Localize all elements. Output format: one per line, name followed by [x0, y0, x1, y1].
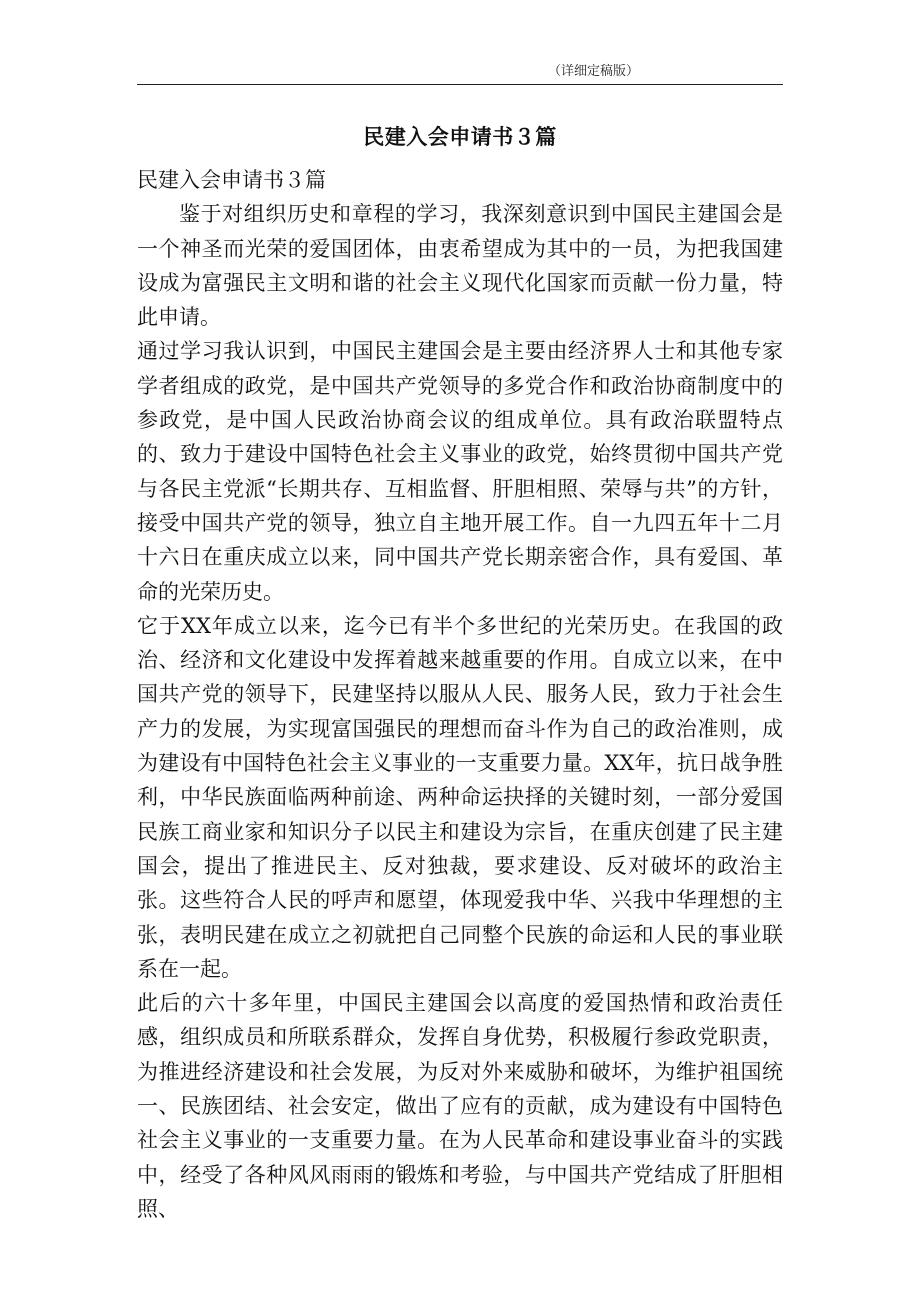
header-divider [137, 84, 783, 85]
body-paragraph: 鉴于对组织历史和章程的学习，我深刻意识到中国民主建国会是一个神圣而光荣的爱国团体，由衷希望成为其中的一员，为把我国建设成为富强民主文明和谐的社会主义现代化国家而贡献一份力量，特此申请。 [137, 202, 783, 330]
body-subtitle: 民建入会申请书３篇 [137, 168, 326, 192]
body-paragraph: 它于XX年成立以来，迄今已有半个多世纪的光荣历史。在我国的政治、经济和文化建设中发挥着越来越重要的作用。自成立以来，在中国共产党的领导下，民建坚持以服从人民、服务人民，致力于社会生产力的发展，为实现富国强民的理想而奋斗作为自己的政治准则，成为建设有中国特色社会主义事业的一支重要力量。XX年，抗日战争胜利，中华民族面临两种前途、两种命运抉择的关键时刻，一部分爱国民族工商业家和知识分子以民主和建设为宗旨，在重庆创建了民主建国会，提出了推进民主、反对独裁，要求建设、反对破坏的政治主张。这些符合人民的呼声和愿望，体现爱我中华、兴我中华理想的主张，表明民建在成立之初就把自己同整个民族的命运和人民的事业联系在一起。 [137, 613, 783, 981]
header-note: （详细定稿版） [548, 64, 640, 79]
body-paragraph: 通过学习我认识到，中国民主建国会是主要由经济界人士和其他专家学者组成的政党，是中国共产党领导的多党合作和政治协商制度中的参政党，是中国人民政治协商会议的组成单位。具有政治联盟特点的、致力于建设中国特色社会主义事业的政党，始终贯彻中国共产党与各民主党派“长期共存、互相监督、肝胆相照、荣辱与共”的方针，接受中国共产党的领导，独立自主地开展工作。自一九四五年十二月十六日在重庆成立以来，同中国共产党长期亲密合作，具有爱国、革命的光荣历史。 [137, 339, 783, 604]
document-title: 民建入会申请书３篇 [363, 124, 557, 149]
document-body [137, 163, 783, 1226]
body-paragraph: 此后的六十多年里，中国民主建国会以高度的爱国热情和政治责任感，组织成员和所联系群众，发挥自身优势，积极履行参政党职责，为推进经济建设和社会发展，为反对外来威胁和破坏，为维护祖国统一、民族团结、社会安定，做出了应有的贡献，成为建设有中国特色社会主义事业的一支重要力量。在为人民革命和建设事业奋斗的实践中，经受了各种风风雨雨的锻炼和考验，与中国共产党结成了肝胆相照、 [137, 991, 783, 1221]
